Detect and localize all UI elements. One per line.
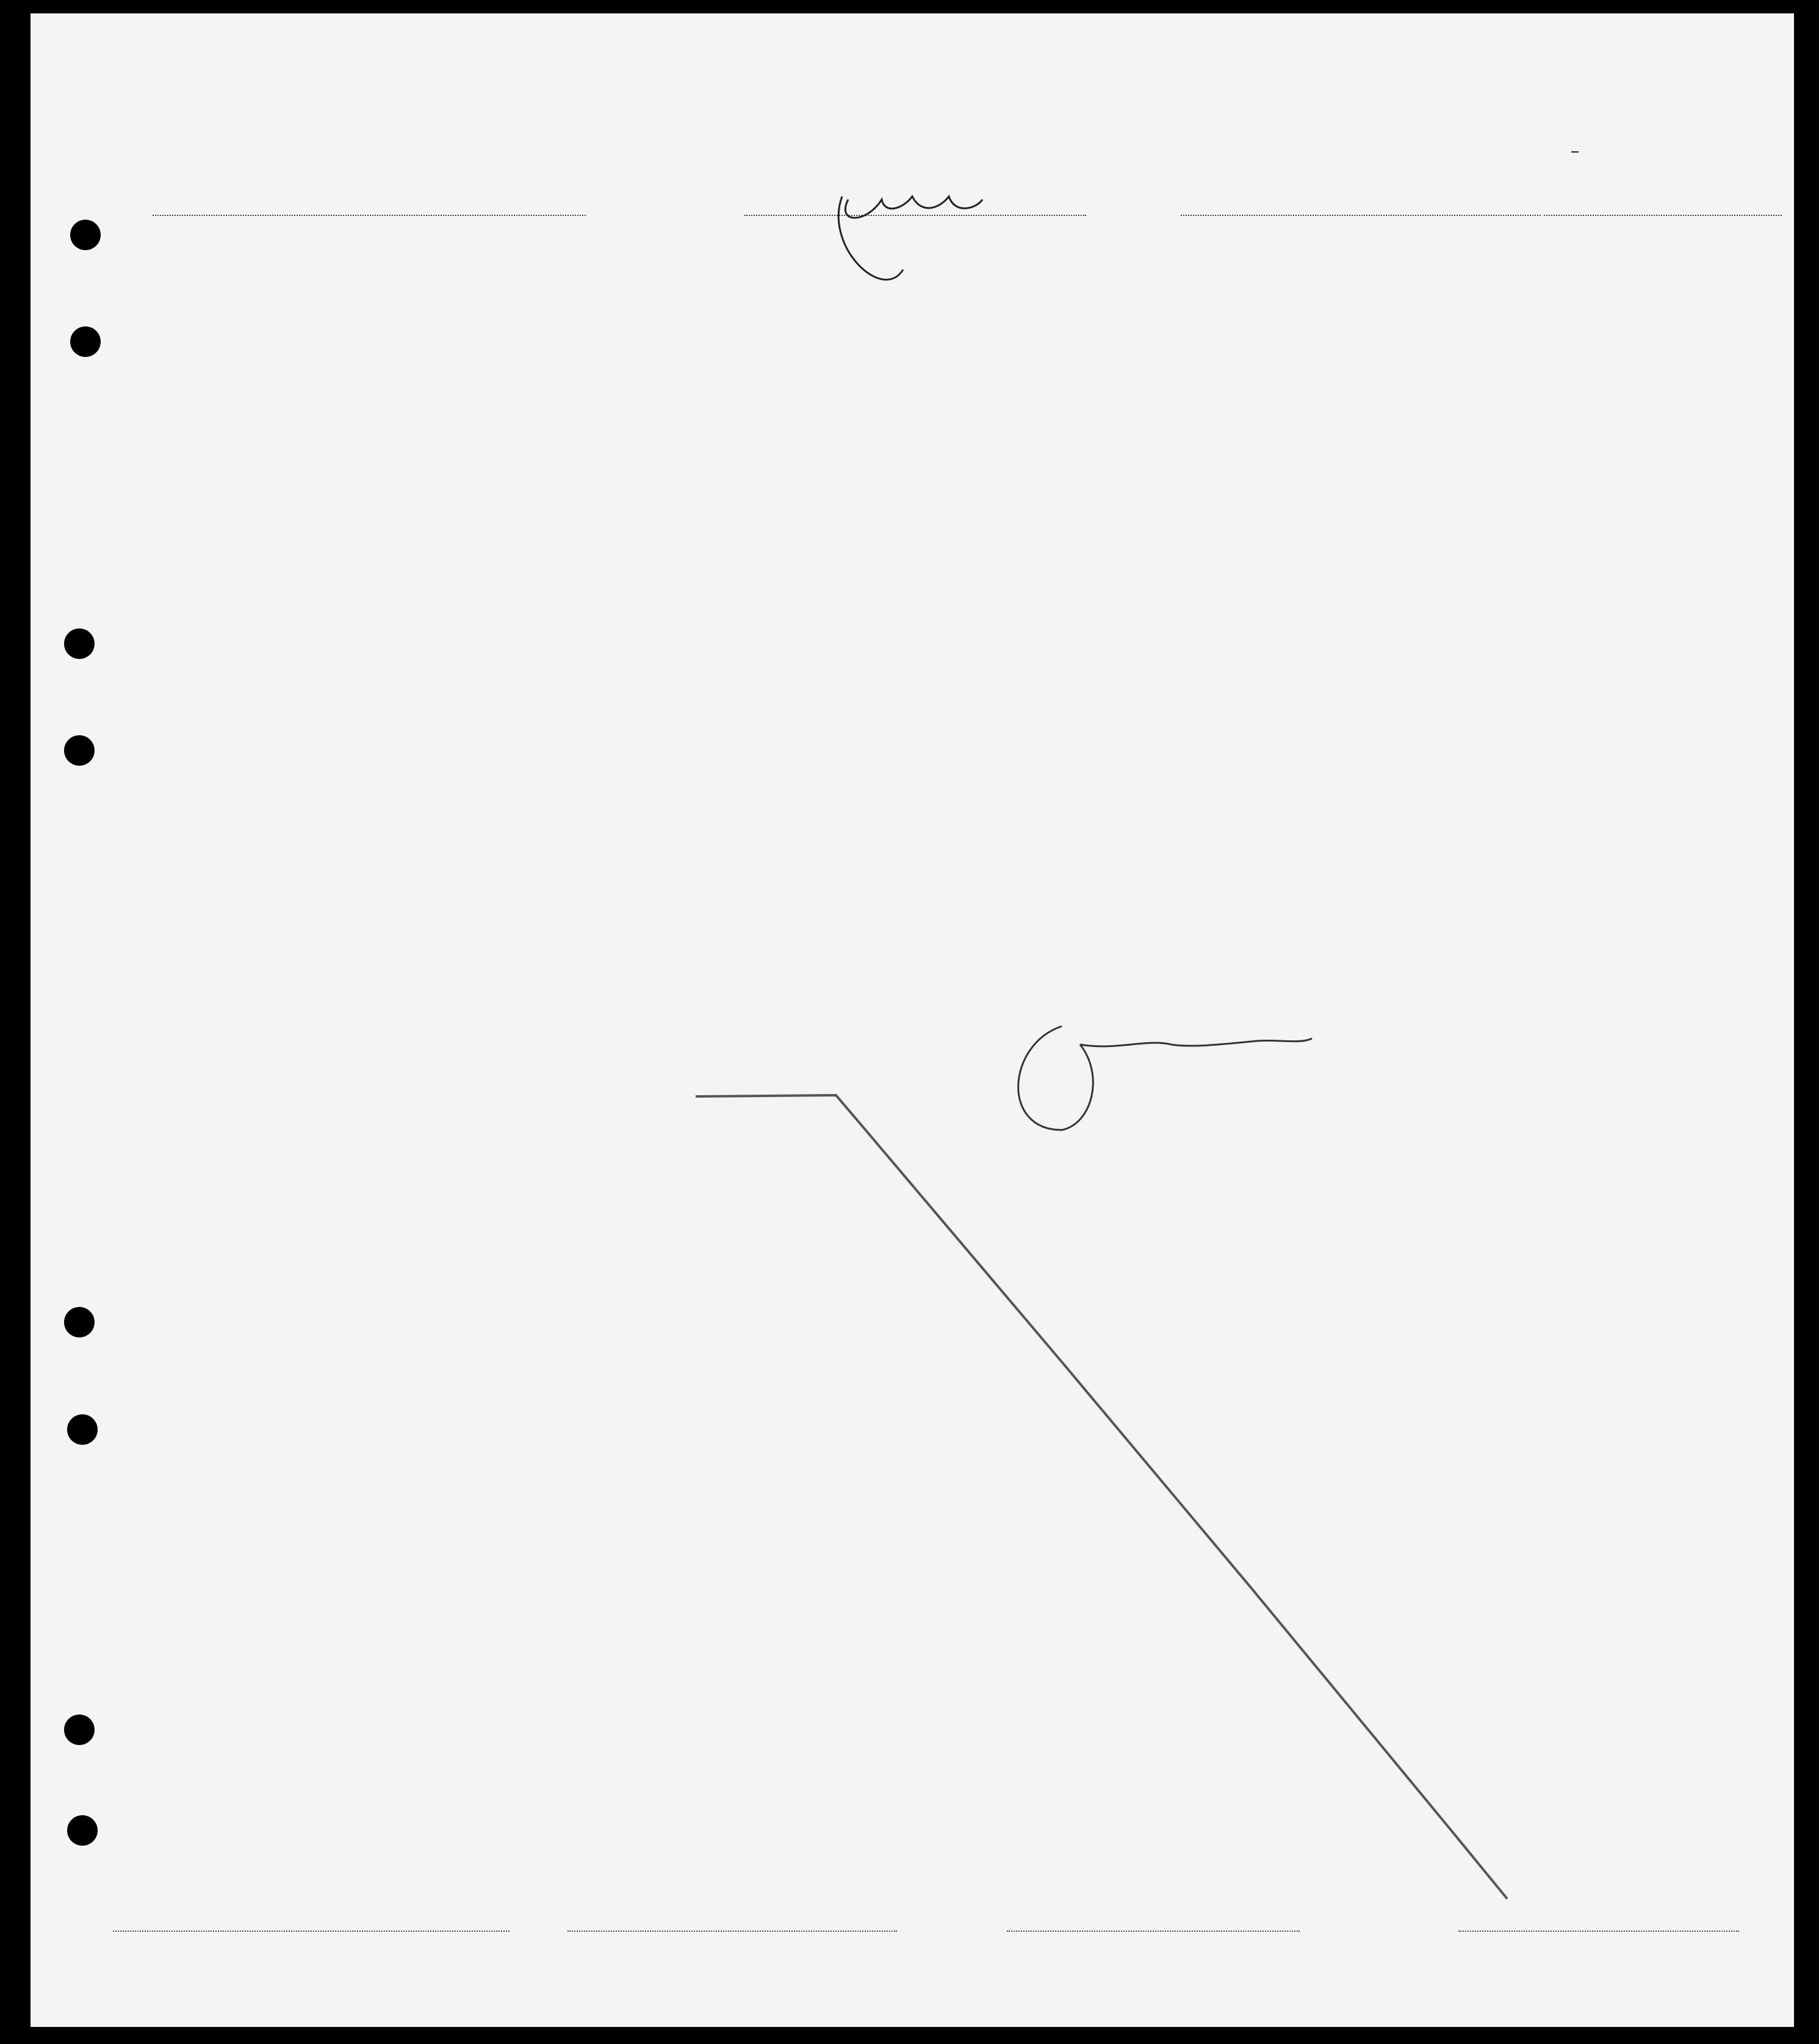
manifest-page <box>31 13 1794 2027</box>
punch-hole <box>70 326 101 357</box>
punch-hole <box>67 1414 98 1445</box>
punch-hole <box>64 1715 95 1745</box>
punch-hole <box>64 628 95 659</box>
handwriting-overlay <box>31 13 1794 2027</box>
cancel-line <box>696 1095 1507 1899</box>
punch-hole <box>64 1307 95 1337</box>
handwritten-signature <box>1018 1026 1312 1130</box>
punch-hole <box>67 1815 98 1846</box>
punch-hole <box>64 735 95 766</box>
handwritten-date-stamp <box>838 196 982 279</box>
punch-hole <box>70 220 101 250</box>
